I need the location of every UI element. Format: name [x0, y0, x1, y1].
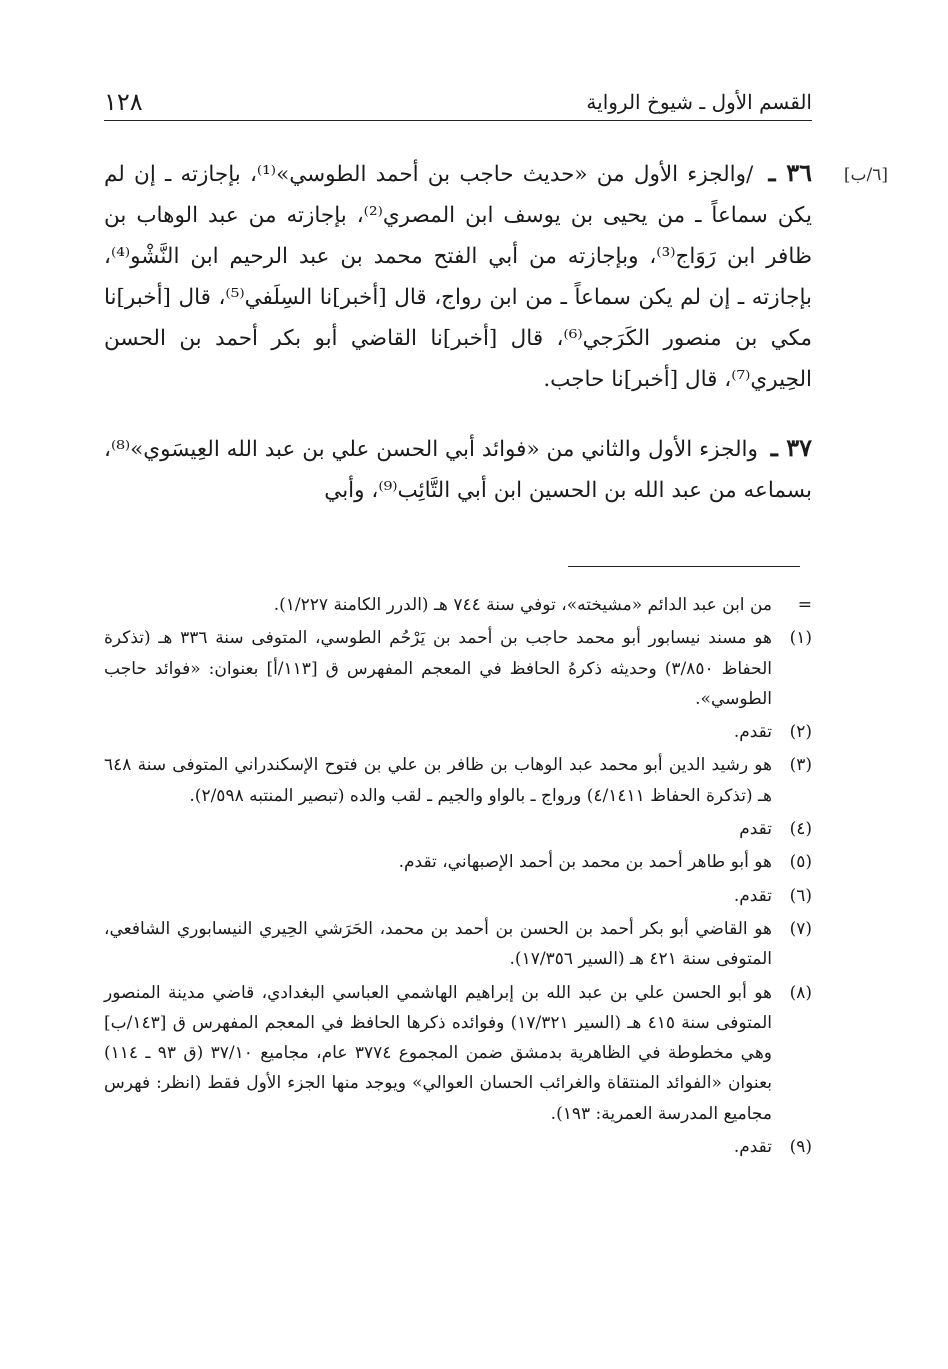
footnote-1 — [104, 623, 812, 714]
footnote-text: هو أبو طاهر أحمد بن محمد بن أحمد الإصبهاني، تقدم. — [398, 852, 772, 873]
entry-number: ٣٦ ـ — [768, 158, 813, 187]
footnote-mark: (٧) — [789, 918, 812, 939]
footnote-mark: (٨) — [789, 982, 812, 1003]
footnote-text: تقدم. — [733, 1137, 772, 1158]
footnote-mark: (٥) — [789, 852, 812, 873]
footnote-4 — [104, 814, 812, 844]
footnote-mark: (٣) — [789, 755, 812, 776]
footnote-text: تقدم — [739, 819, 772, 840]
footnote-6 — [104, 881, 812, 911]
footnotes — [104, 590, 812, 1165]
entry-text: والجزء الأول والثاني من «فوائد أبي الحسن علي بن عبد الله العِيسَوي»⁽⁸⁾، بسماعه من عبد الله بن الحسين ابن أبي التَّائِب⁽⁹⁾، وأبي — [104, 437, 812, 503]
entry-text: /والجزء الأول من «حديث حاجب بن أحمد الطوسي»⁽¹⁾، بإجازته ـ إن لم يكن سماعاً ـ من يحيى بن يوسف ابن المصري⁽²⁾، بإجازته من عبد الوهاب بن ظافر ابن رَوَاج⁽³⁾، وبإجازته من أبي الفتح محمد بن عبد الرحيم ابن النَّشْو⁽⁴⁾، بإجازته ـ إن لم يكن سماعاً ـ من ابن رواج، قال [أخبر]نا السِلَفي⁽⁵⁾، قال [أخبر]نا مكي بن منصور الكَرَجي⁽⁶⁾، قال [أخبر]نا القاضي أبو بكر أحمد بن الحسن الحِيري⁽⁷⁾، قال [أخبر]نا حاجب. — [104, 162, 812, 392]
footnote-mark: (١) — [789, 628, 812, 649]
footnote-text: هو القاضي أبو بكر أحمد بن الحسن بن أحمد بن محمد، الحَرَشي الحِيري النيسابوري الشافعي، المتوفى سنة ٤٢١ هـ (السير ١٧/٣٥٦). — [104, 918, 772, 970]
footnote-8 — [104, 978, 812, 1129]
running-header — [104, 80, 812, 121]
page-number: ١٢٨ — [104, 88, 143, 116]
footnote-separator — [568, 566, 800, 567]
footnote-9 — [104, 1132, 812, 1162]
entry-37 — [104, 427, 812, 511]
footnote-5 — [104, 847, 812, 877]
footnote-2 — [104, 717, 812, 747]
footnote-7 — [104, 914, 812, 975]
footnote-mark: (٦) — [789, 885, 812, 906]
footnote-text: تقدم. — [733, 722, 772, 743]
footnote-mark: (٩) — [789, 1137, 812, 1158]
footnote-text: هو أبو الحسن علي بن عبد الله بن إبراهيم الهاشمي العباسي البغدادي، قاضي مدينة المنصور المتوفى سنة ٤١٥ هـ (السير ١٧/٣٢١) وفوائده ذكرها الحافظ في المعجم المفهرس ق [١٤٣/ب] وهي مخطوطة في الظاهرية بدمشق ضمن المجموع ٣٧٧٤ عام، مجاميع ٣٧/١٠ (ق ٩٣ ـ ١١٤) بعنوان «الفوائد المنتقاة والغرائب الحسان العوالي» ويوجد منها الجزء الأول فقط (انظر: فهرس مجاميع المدرسة العمرية: ١٩٣). — [104, 982, 773, 1124]
footnote-mark: = — [797, 595, 812, 615]
entry-number: ٣٧ ـ — [770, 433, 812, 462]
footnote-mark: (٢) — [789, 722, 812, 743]
main-text — [104, 152, 812, 538]
running-title: القسم الأول ـ شيوخ الرواية — [586, 90, 812, 114]
footnote-text: تقدم. — [733, 885, 772, 906]
entry-36 — [104, 152, 812, 400]
footnote-3 — [104, 750, 812, 811]
footnote-mark: (٤) — [789, 819, 812, 840]
footnote-continued — [104, 590, 812, 620]
folio-margin-note: [٦/ب] — [843, 165, 888, 185]
footnote-text: من ابن عبد الدائم «مشيخته»، توفي سنة ٧٤٤ هـ (الدرر الكامنة ١/٢٢٧). — [273, 595, 772, 615]
footnote-text: هو رشيد الدين أبو محمد عبد الوهاب بن ظافر بن علي بن فتوح الإسكندراني المتوفى سنة ٦٤٨ هـ (تذكرة الحفاظ ٤/١٤١١) ورواج ـ بالواو والجيم ـ لقب والده (تبصير المنتبه ٢/٥٩٨). — [104, 755, 772, 806]
footnote-text: هو مسند نيسابور أبو محمد حاجب بن أحمد بن يَرْحُم الطوسي، المتوفى سنة ٣٣٦ هـ (تذكرة الحفاظ ٣/٨٥٠) وحديثه ذكرهُ الحافظ في المعجم المفهرس ق [١١٣/أ] بعنوان: «فوائد حاجب الطوسي». — [104, 628, 773, 709]
